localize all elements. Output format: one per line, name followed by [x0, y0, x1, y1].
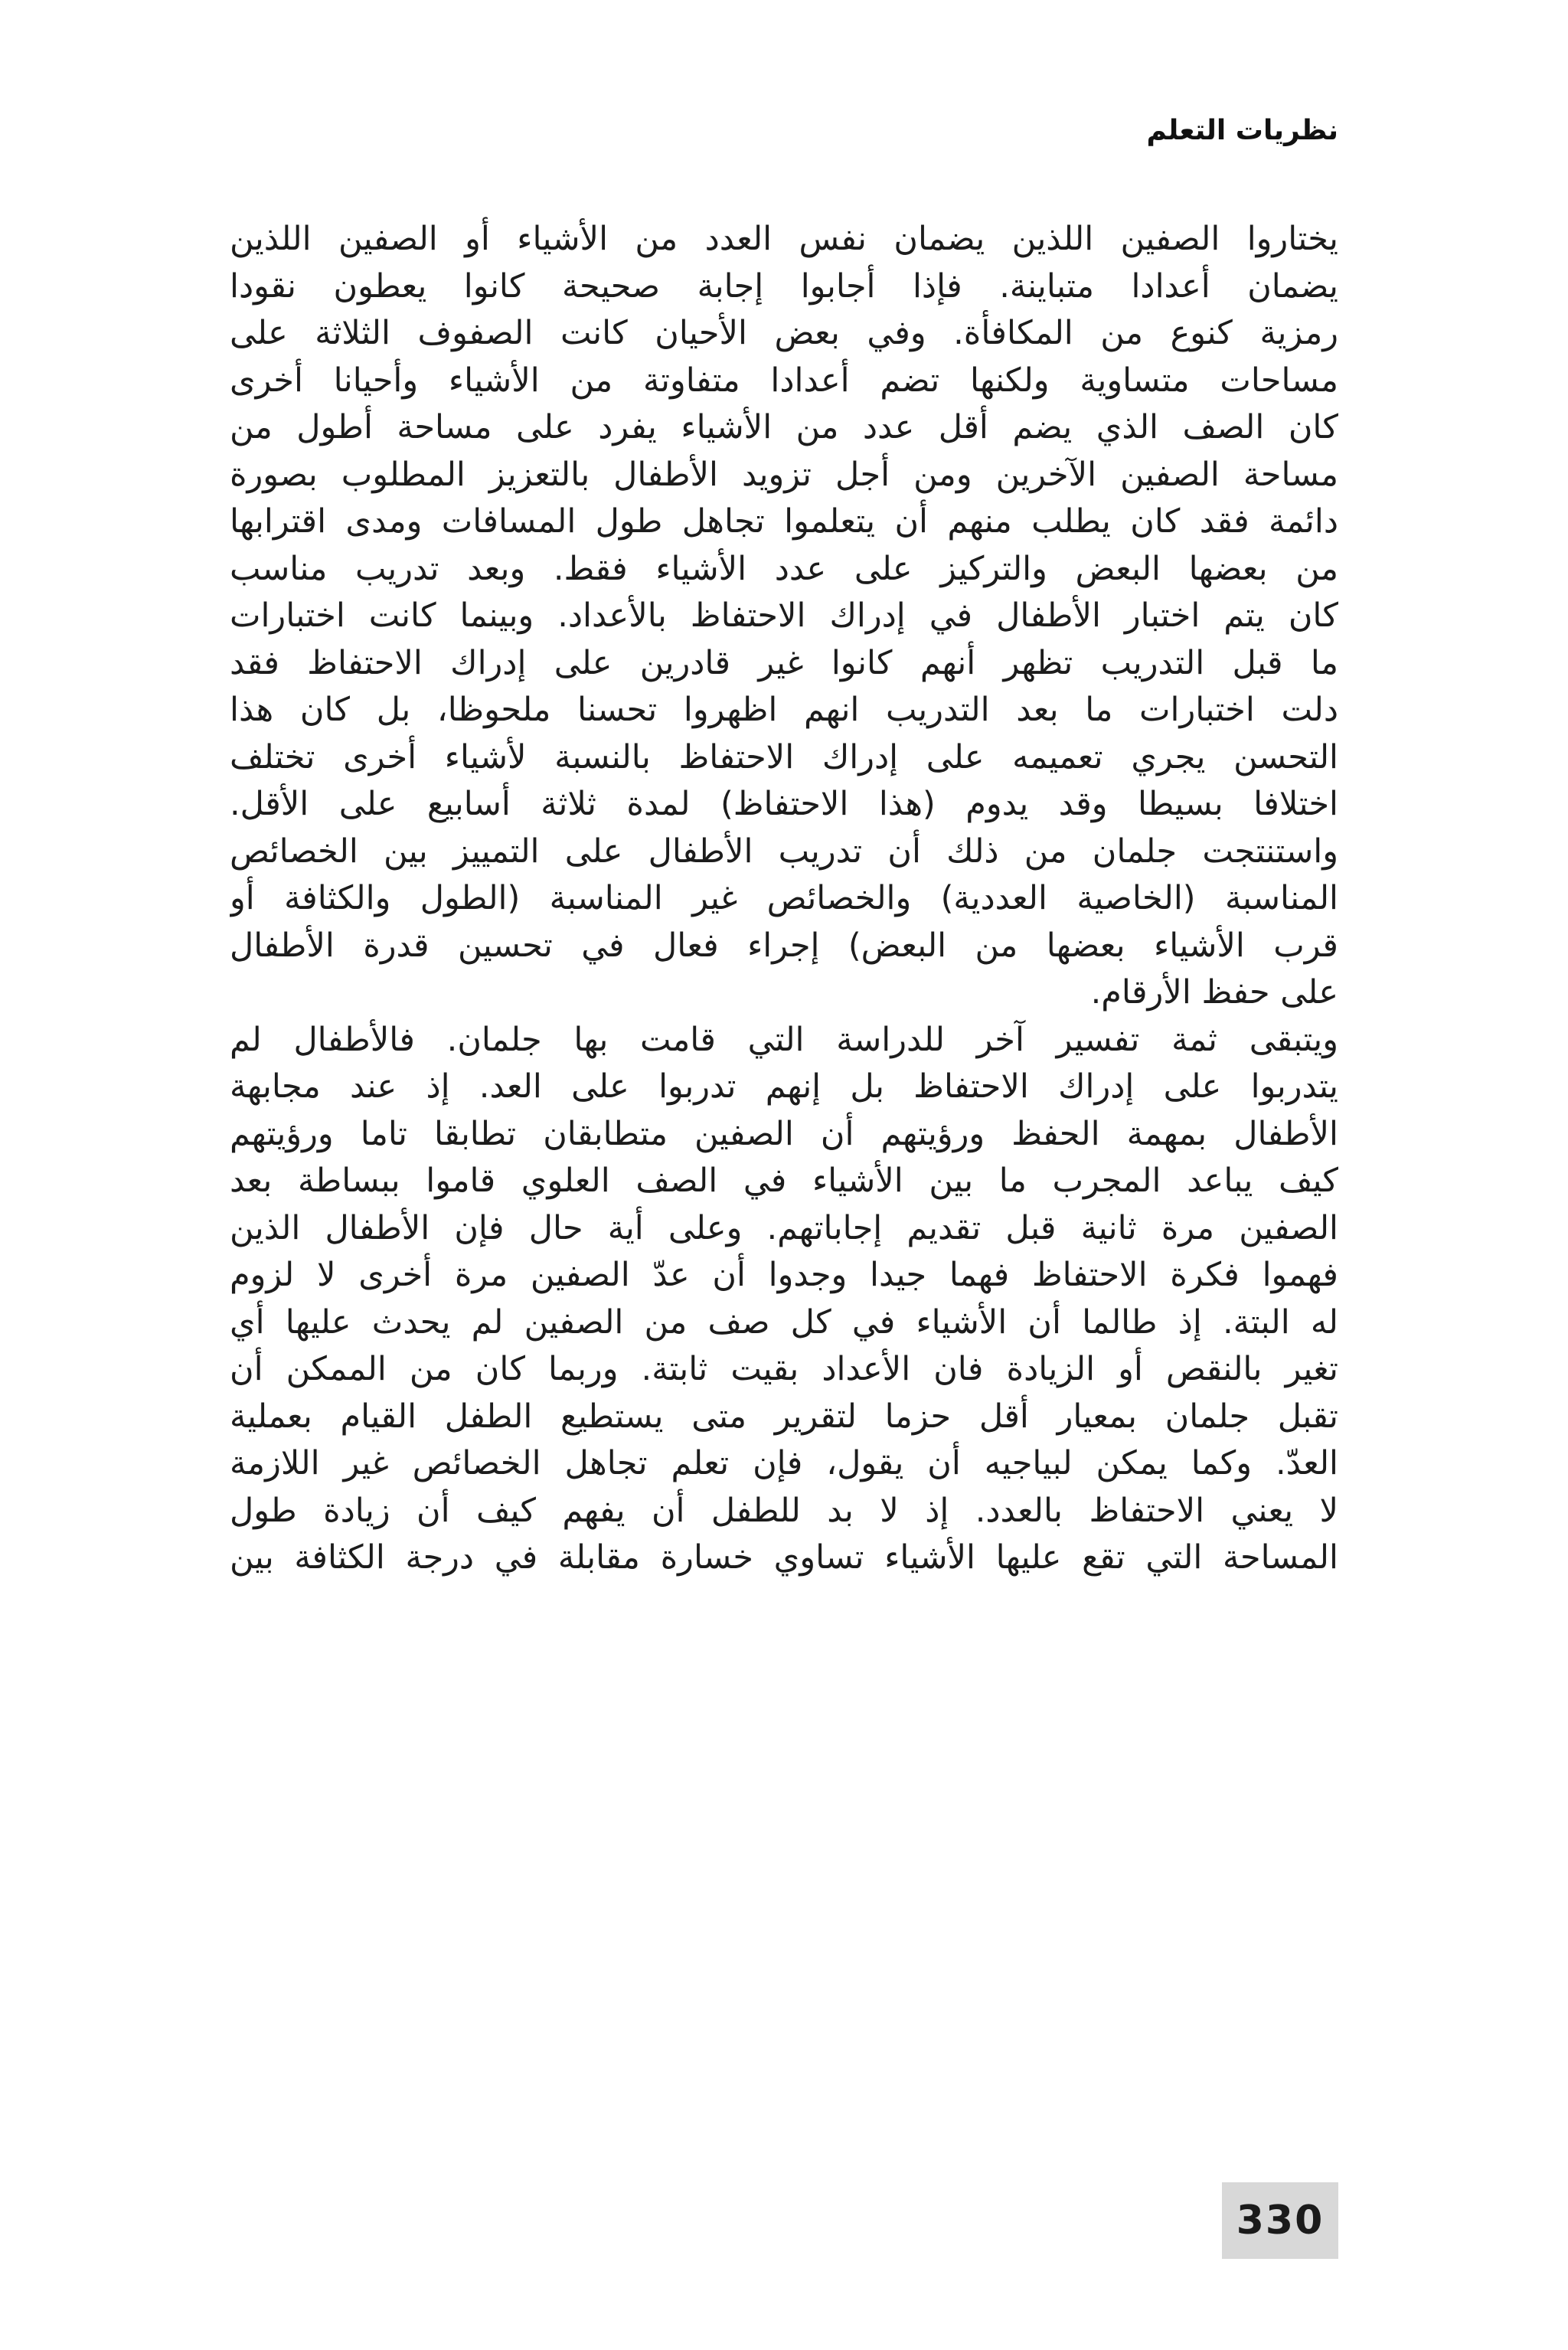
- text-line: واستنتجت جلمان من ذلك أن تدريب الأطفال على التمييز بين الخصائص: [230, 832, 1338, 871]
- text-line: ما قبل التدريب تظهر أنهم كانوا غير قادرين على إدراك الاحتفاظ فقد: [230, 643, 1338, 682]
- text-line: تغير بالنقص أو الزيادة فان الأعداد بقيت ثابتة. وربما كان من الممكن أن: [230, 1350, 1338, 1388]
- text-line: يضمان أعدادا متباينة. فإذا أجابوا إجابة صحيحة كانوا يعطون نقودا: [230, 266, 1338, 306]
- text-line: مساحات متساوية ولكنها تضم أعدادا متفاوتة من الأشياء وأحيانا أخرى: [230, 361, 1338, 400]
- text-line: المساحة التي تقع عليها الأشياء تساوي خسارة مقابلة في درجة الكثافة بين: [230, 1538, 1338, 1577]
- text-line: التحسن يجري تعميمه على إدراك الاحتفاظ بالنسبة لأشياء أخرى تختلف: [230, 737, 1338, 776]
- page-number: 330: [1236, 2198, 1325, 2244]
- page-number-box: [1222, 2182, 1338, 2259]
- text-line: يتدربوا على إدراك الاحتفاظ بل إنهم تدربوا على العد. إذ عند مجابهة: [230, 1067, 1338, 1106]
- text-line: فهموا فكرة الاحتفاظ فهما جيدا وجدوا أن عدّ الصفين مرة أخرى لا لزوم: [230, 1256, 1338, 1294]
- text-line: دلت اختبارات ما بعد التدريب انهم اظهروا تحسنا ملحوظا، بل كان هذا: [230, 691, 1338, 729]
- text-line: يختاروا الصفين اللذين يضمان نفس العدد من الأشياء أو الصفين اللذين: [230, 220, 1338, 258]
- text-line: كيف يباعد المجرب ما بين الأشياء في الصف العلوي قاموا ببساطة بعد: [230, 1162, 1338, 1200]
- text-line: المناسبة (الخاصية العددية) والخصائص غير المناسبة (الطول والكثافة أو: [230, 879, 1338, 917]
- text-line: قرب الأشياء بعضها من البعض) إجراء فعال في تحسين قدرة الأطفال: [230, 926, 1338, 965]
- text-line: اختلافا بسيطا وقد يدوم (هذا الاحتفاظ) لمدة ثلاثة أسابيع على الأقل.: [230, 785, 1338, 823]
- text-line: العدّ. وكما يمكن لبياجيه أن يقول، فإن تعلم تجاهل الخصائص غير اللازمة: [230, 1444, 1338, 1482]
- text-line: الأطفال بمهمة الحفظ ورؤيتهم أن الصفين متطابقان تطابقا تاما ورؤيتهم: [230, 1114, 1338, 1153]
- text-line: مساحة الصفين الآخرين ومن أجل تزويد الأطفال بالتعزيز المطلوب بصورة: [230, 455, 1338, 494]
- text-line: دائمة فقد كان يطلب منهم أن يتعلموا تجاهل طول المسافات ومدى اقترابها: [230, 502, 1338, 541]
- text-line: كان يتم اختبار الأطفال في إدراك الاحتفاظ بالأعداد. وبينما كانت اختبارات: [230, 596, 1338, 635]
- body-text: [230, 216, 1338, 1582]
- text-line: الصفين مرة ثانية قبل تقديم إجاباتهم. وعلى أية حال فإن الأطفال الذين: [230, 1208, 1338, 1247]
- text-line: ويتبقى ثمة تفسير آخر للدراسة التي قامت بها جلمان. فالأطفال لم: [230, 1020, 1338, 1059]
- text-line: كان الصف الذي يضم أقل عدد من الأشياء يفرد على مساحة أطول من: [230, 408, 1338, 446]
- text-line: تقبل جلمان بمعيار أقل حزما لتقرير متى يستطيع الطفل القيام بعملية: [230, 1397, 1338, 1436]
- text-line: رمزية كنوع من المكافأة. وفي بعض الأحيان كانت الصفوف الثلاثة على: [230, 314, 1338, 352]
- text-line: من بعضها البعض والتركيز على عدد الأشياء فقط. وبعد تدريب مناسب: [230, 549, 1338, 588]
- chapter-title: نظريات التعلم: [1146, 115, 1338, 146]
- paragraph-end-line: على حفظ الأرقام.: [1090, 973, 1338, 1012]
- text-line: لا يعني الاحتفاظ بالعدد. إذ لا بد للطفل أن يفهم كيف أن زيادة طول: [230, 1491, 1338, 1530]
- text-line: له البتة. إذ طالما أن الأشياء في كل صف من الصفين لم يحدث عليها أي: [230, 1302, 1338, 1342]
